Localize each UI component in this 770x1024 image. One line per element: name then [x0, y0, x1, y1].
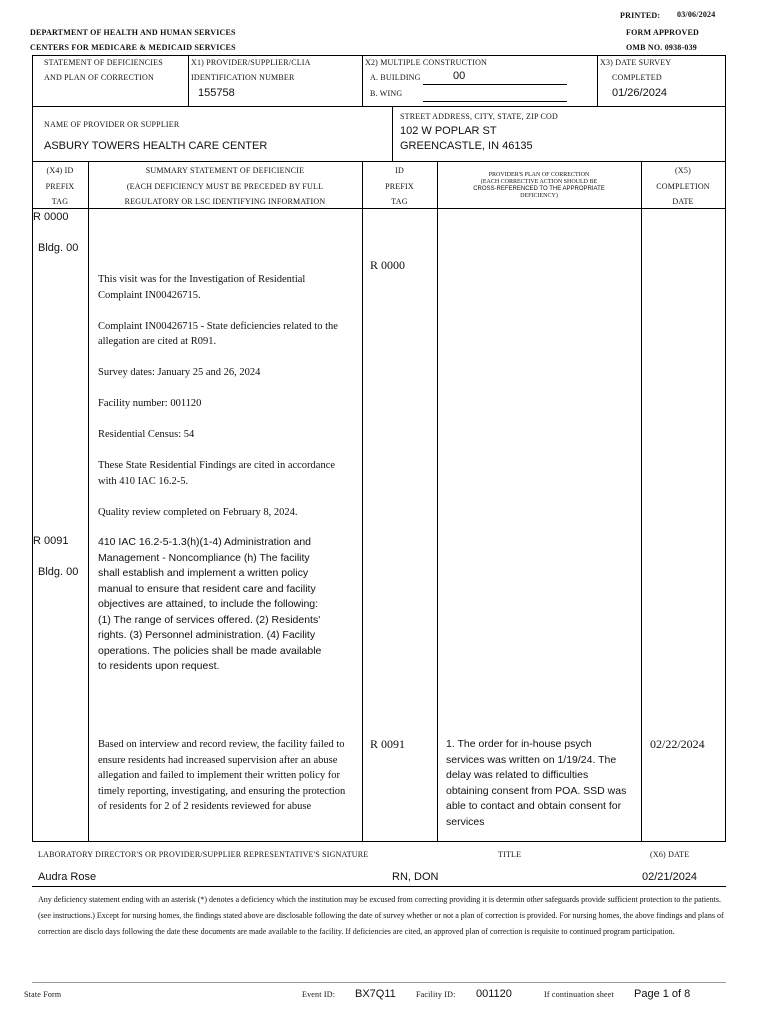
summary-label-1: SUMMARY STATEMENT OF DEFICIENCIE: [145, 166, 305, 175]
signer-name: Audra Rose: [38, 871, 97, 883]
state-form-label: State Form: [24, 990, 62, 999]
table-right-border: [725, 162, 726, 842]
r0000-paragraph: These State Residential Findings are cited in accordance with 410 IAC 16.2-5.: [98, 460, 336, 487]
id-label-2: PREFIX: [385, 182, 414, 191]
x4-label-2: PREFIX: [45, 182, 75, 191]
omb-number: OMB NO. 0938-039: [626, 43, 697, 52]
facility-id-value: 001120: [476, 988, 512, 1000]
r0000-building: Bldg. 00: [38, 242, 79, 254]
building-value: 00: [453, 70, 466, 82]
provider-id-label-1: X1) PROVIDER/SUPPLIER/CLIA: [191, 58, 311, 67]
provider-id-label-2: IDENTIFICATION NUMBER: [191, 73, 295, 82]
building-label: A. BUILDING: [370, 73, 421, 82]
facility-id-label: Facility ID:: [416, 990, 456, 999]
x4-label-3: TAG: [51, 197, 69, 206]
director-signature-label: LABORATORY DIRECTOR'S OR PROVIDER/SUPPLIER REPRESENTATIVE'S SIGNATURE: [38, 850, 369, 859]
signature-underline: [32, 886, 726, 887]
box1-bottom-border: [32, 106, 726, 107]
printed-date: 03/06/2024: [677, 10, 716, 19]
x6-date-label: (X6) DATE: [650, 850, 690, 859]
r0091-plan-text: 1. The order for in-house psych services was written on 1/19/24. The delay was related to difficulties obtaining consent from POA. SSD was able to contact and obtain consent for services: [446, 738, 627, 828]
department-title: DEPARTMENT OF HEALTH AND HUMAN SERVICES: [30, 28, 236, 37]
box2-right-border: [725, 107, 726, 162]
date-survey-label-2: COMPLETED: [612, 73, 662, 82]
r0091-building: Bldg. 00: [38, 566, 79, 578]
r0000-tag: R 0000: [33, 211, 69, 223]
title-label: TITLE: [498, 850, 522, 859]
table-divider-id: [437, 162, 438, 842]
plan-label-4: DEFICIENCY): [520, 193, 558, 199]
summary-label-2: (EACH DEFICIENCY MUST BE PRECEDED BY FULL: [126, 182, 324, 191]
r0091-tag: R 0091: [33, 535, 69, 547]
x4-label-1: (X4) ID: [46, 166, 74, 175]
signature-date: 02/21/2024: [642, 871, 698, 883]
table-divider-x4: [88, 162, 89, 842]
r0091-completion-date: 02/22/2024: [650, 737, 705, 751]
id-label-1: ID: [395, 166, 404, 175]
wing-underline: [423, 101, 567, 102]
event-id-value: BX7Q11: [355, 988, 396, 1000]
box1-divider-3: [597, 55, 598, 107]
x5-label-3: DATE: [672, 197, 694, 206]
provider-name-value: ASBURY TOWERS HEALTH CARE CENTER: [44, 140, 268, 152]
address-line-2: GREENCASTLE, IN 46135: [400, 140, 533, 152]
address-line-1: 102 W POPLAR ST: [400, 125, 497, 137]
plan-label-1: PROVIDER'S PLAN OF CORRECTION: [488, 172, 590, 178]
address-label: STREET ADDRESS, CITY, STATE, ZIP COD: [400, 112, 558, 121]
r0000-paragraph: Survey dates: January 25 and 26, 2024: [98, 367, 261, 378]
box1-top-border: [32, 55, 726, 56]
building-underline: [423, 84, 567, 85]
r0091-finding-text: Based on interview and record review, the facility failed to ensure residents had increased supervision after an abuse allegation and failed to implement their written policy for timely reporting, investigating, and ensuring the protection of residents for 2 of 2 residents reviewed for abuse: [98, 739, 346, 812]
wing-label: B. WING: [370, 89, 403, 98]
form-approved: FORM APPROVED: [626, 28, 700, 37]
x5-label-2: COMPLETION: [656, 182, 710, 191]
r0000-paragraph: Quality review completed on February 8, 2024.: [98, 506, 298, 518]
plan-label-3: CROSS-REFERENCED TO THE APPROPRIATE: [473, 186, 605, 192]
table-divider-plan: [641, 162, 642, 842]
plan-label-2: (EACH CORRECTIVE ACTION SHOULD BE: [480, 179, 598, 185]
multiple-construction-label: X2) MULTIPLE CONSTRUCTION: [365, 58, 488, 67]
r0091-rule-text: 410 IAC 16.2-5-1.3(h)(1-4) Administration and Management - Noncompliance (h) The facility shall establish and implement a written policy manual to ensure that resident care and facility objectives are attained, to include the following: (1) The range of services offered. (2) Residents' rights. (3) Personnel administration. (4) Facility operations. The policies shall be made available to residents upon request.: [98, 536, 322, 672]
r0000-paragraph: Residential Census: 54: [98, 429, 195, 440]
date-survey-value: 01/26/2024: [612, 87, 668, 99]
continuation-label: If continuation sheet: [544, 990, 614, 999]
footer-rule: [32, 982, 726, 983]
box1-divider-1: [188, 55, 189, 107]
summary-label-3: REGULATORY OR LSC IDENTIFYING INFORMATION: [124, 197, 326, 206]
table-left-border: [32, 162, 33, 842]
event-id-label: Event ID:: [302, 990, 336, 999]
date-survey-label-1: X3) DATE SURVEY: [600, 58, 672, 67]
box1-divider-2: [362, 55, 363, 107]
box2-bottom-border: [32, 161, 726, 162]
provider-name-label: NAME OF PROVIDER OR SUPPLIER: [44, 120, 180, 129]
r0000-paragraph: Complaint IN00426715 - State deficiencies related to the allegation are cited at R091.: [98, 320, 338, 347]
box1-left-border: [32, 55, 33, 107]
table-divider-summary: [362, 162, 363, 842]
statement-label-2: AND PLAN OF CORRECTION: [44, 73, 154, 82]
page-number: Page 1 of 8: [634, 988, 691, 1000]
box1-right-border: [725, 55, 726, 107]
statement-label-1: STATEMENT OF DEFICIENCIES: [44, 58, 163, 67]
centers-title: CENTERS FOR MEDICARE & MEDICAID SERVICES: [30, 43, 236, 52]
r0000-narrative: [98, 272, 348, 536]
x5-label-1: (X5): [675, 166, 691, 175]
box2-left-border: [32, 107, 33, 162]
signer-title: RN, DON: [392, 871, 439, 883]
printed-label: PRINTED:: [620, 11, 661, 20]
header-row-bottom: [32, 208, 726, 209]
id-label-3: TAG: [391, 197, 408, 206]
r0000-paragraph: This visit was for the Investigation of Residential Complaint IN00426715.: [98, 274, 306, 301]
box2-divider: [392, 107, 393, 162]
provider-id-value: 155758: [198, 87, 235, 99]
r0000-right-tag: R 0000: [370, 258, 406, 272]
r0000-paragraph: Facility number: 001120: [98, 398, 202, 409]
r0091-right-tag: R 0091: [370, 737, 406, 751]
footnote-text: Any deficiency statement ending with an asterisk (*) denotes a deficiency which the institution may be excused from correcting providing it is determin other safeguards provide sufficient protection to the patients. (see instructions.) Except for nursing homes, the findings stated above are disclosable following the date of survey whether or not a plan of correction is provided. For nursing homes, the above findings and plans of correction are disclo days following the date these documents are made available to the facility. If deficiencies are cited, an approved plan of correction is requisite to continued program participation.: [38, 895, 724, 936]
table-bottom-border: [32, 841, 726, 842]
